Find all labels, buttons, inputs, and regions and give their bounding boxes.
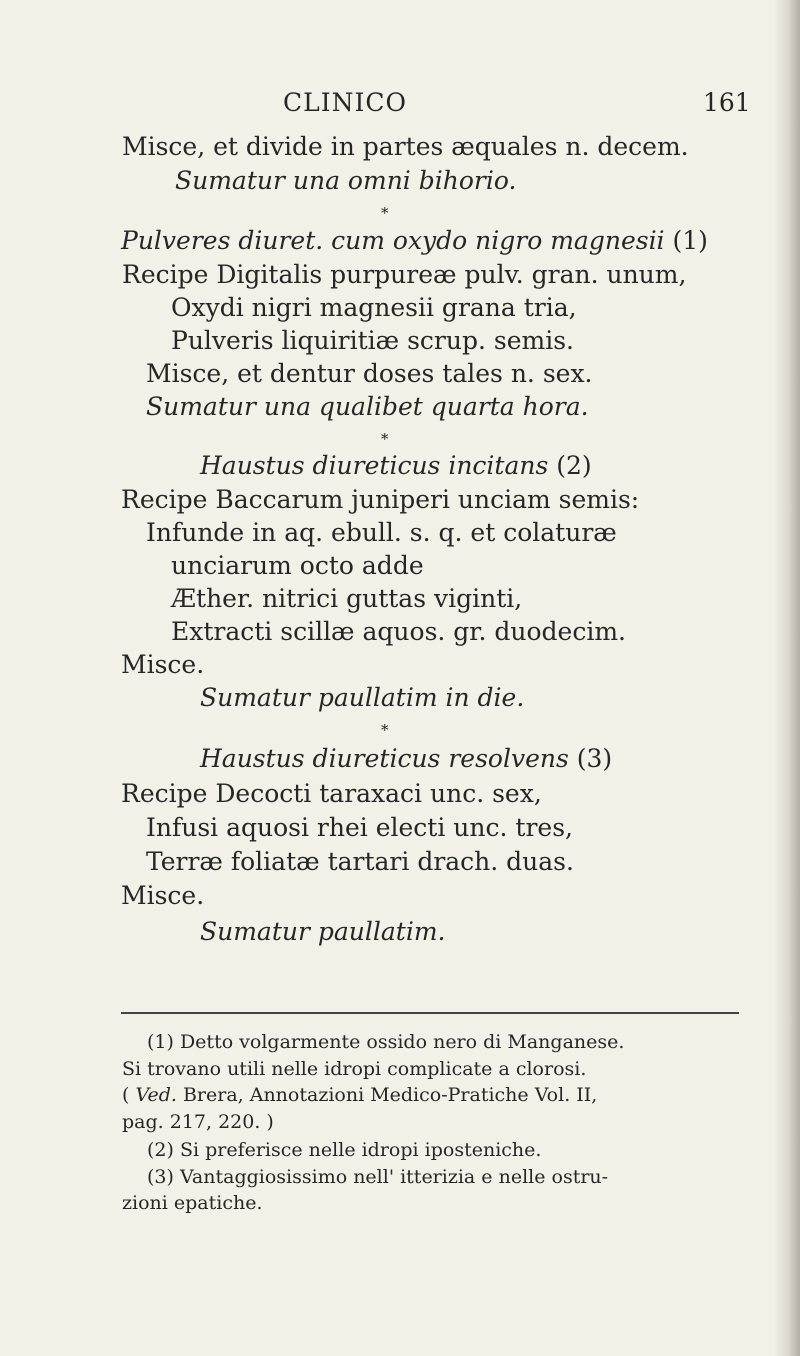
footnote-paren: (: [122, 1084, 130, 1106]
formula-title-text: Haustus diureticus incitans: [200, 451, 549, 480]
body-line: Misce, et divide in partes æquales n. decem.: [122, 132, 689, 161]
footnote-ref: (3): [576, 744, 613, 773]
footnote-rule: [121, 1012, 739, 1014]
footnote-line: (3) Vantaggiosissimo nell' itterizia e nelle ostru-: [147, 1166, 609, 1188]
body-line: Terræ foliatæ tartari drach. duas.: [146, 847, 574, 876]
footnote-ref: (1): [672, 226, 708, 255]
body-line: Æther. nitrici guttas viginti,: [171, 584, 523, 613]
footnote-line: zioni epatiche.: [122, 1192, 263, 1214]
body-line: Recipe Decocti taraxaci unc. sex,: [121, 779, 542, 808]
body-line-italic: Sumatur una omni bihorio.: [175, 166, 517, 195]
body-line: Infunde in aq. ebull. s. q. et colaturæ: [146, 518, 617, 547]
running-title: CLINICO: [283, 88, 407, 117]
body-line: Recipe Digitalis purpureæ pulv. gran. unum,: [122, 260, 687, 289]
footnote-line: (2) Si preferisce nelle idropi iposteniche.: [147, 1139, 542, 1161]
body-line-italic: Sumatur paullatim in die.: [200, 683, 525, 712]
separator-asterisk: *: [381, 430, 389, 448]
page-edge-shadow: [774, 0, 800, 1356]
body-line: Misce, et dentur doses tales n. sex.: [146, 359, 593, 388]
formula-title: [200, 451, 592, 481]
separator-asterisk: *: [381, 204, 389, 222]
body-line: Misce.: [121, 650, 205, 679]
footnote-ref: (2): [556, 451, 592, 480]
body-line: Infusi aquosi rhei electi unc. tres,: [146, 813, 573, 842]
footnote-line: (1) Detto volgarmente ossido nero di Manganese.: [147, 1031, 625, 1053]
body-line-italic: Sumatur una qualibet quarta hora.: [146, 392, 589, 421]
body-line-italic: Sumatur paullatim.: [200, 917, 446, 946]
footnote-line-rest: Brera, Annotazioni Medico-Pratiche Vol. II,: [176, 1084, 598, 1106]
footnote-ved: Ved.: [135, 1084, 177, 1106]
formula-title: [200, 744, 612, 774]
footnote-line: Si trovano utili nelle idropi complicate a clorosi.: [122, 1058, 587, 1080]
body-line: Extracti scillæ aquos. gr. duodecim.: [171, 617, 626, 646]
separator-asterisk: *: [381, 721, 389, 739]
footnote-line: [122, 1083, 597, 1107]
body-line: Misce.: [121, 881, 205, 910]
page-number: 161: [703, 88, 751, 117]
formula-title: [121, 226, 708, 256]
formula-title-text: Haustus diureticus resolvens: [200, 744, 569, 773]
body-line: Oxydi nigri magnesii grana tria,: [171, 293, 577, 322]
body-line: unciarum octo adde: [171, 551, 424, 580]
body-line: Recipe Baccarum juniperi unciam semis:: [121, 485, 640, 514]
formula-title-text: Pulveres diuret. cum oxydo nigro magnesii: [121, 226, 665, 255]
body-line: Pulveris liquiritiæ scrup. semis.: [171, 326, 574, 355]
page-header: [0, 86, 800, 126]
footnote-line: pag. 217, 220. ): [122, 1111, 274, 1133]
